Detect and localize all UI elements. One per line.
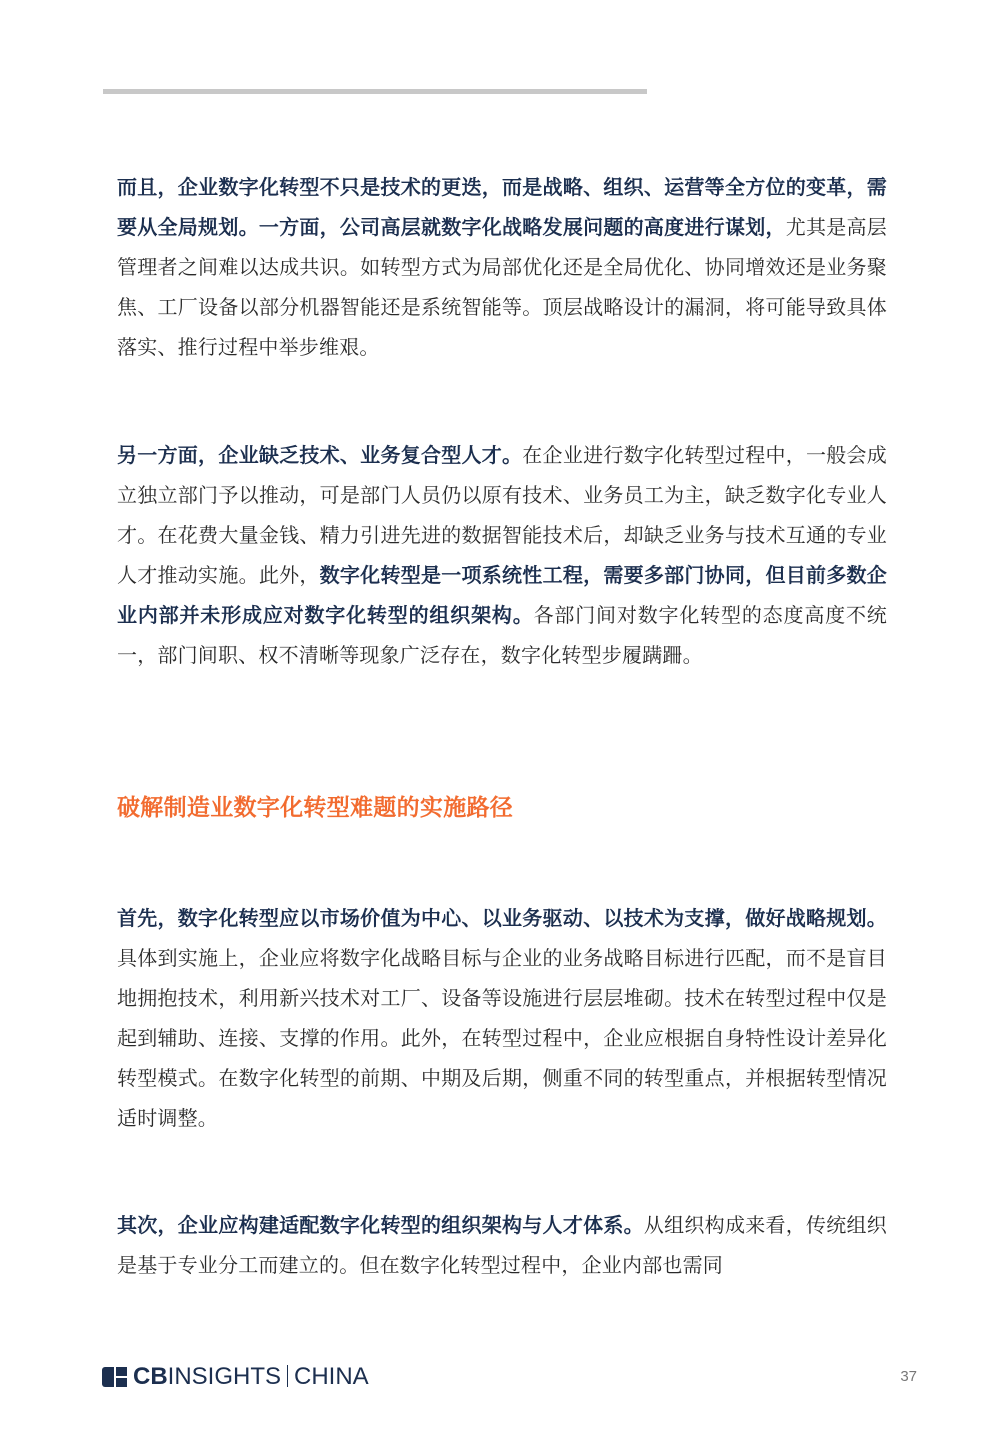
paragraph-2-text-2: 各部门间对数字化转型的态度高度不统一，部门间职、权不清晰等现象广泛存在，数字化转型步履蹒跚。: [117, 603, 888, 667]
paragraph-1: [117, 167, 887, 367]
logo-cb: CB: [133, 1363, 168, 1390]
cbinsights-logo-icon: [102, 1367, 127, 1387]
paragraph-2: [117, 435, 887, 675]
paragraph-4: [117, 1205, 887, 1285]
logo-wordmark: [133, 1363, 369, 1391]
top-divider-rule: [103, 89, 647, 94]
paragraph-2-text: 在企业进行数字化转型过程中，一般会成立独立部门予以推动，可是部门人员仍以原有技术、业务员工为主，缺乏数字化专业人才。在花费大量金钱、精力引进先进的数据智能技术后，却缺乏业务与技术互通的专业人才推动实施。此外，: [117, 443, 887, 587]
logo-insights: INSIGHTS: [167, 1363, 282, 1390]
cbinsights-china-logo: [102, 1364, 369, 1390]
paragraph-1-bold: 而且，企业数字化转型不只是技术的更迭，而是战略、组织、运营等全方位的变革，需要从全局规划。一方面，公司高层就数字化战略发展问题的高度进行谋划，: [117, 175, 887, 239]
paragraph-2-bold: 另一方面，企业缺乏技术、业务复合型人才。: [117, 443, 523, 467]
paragraph-2-bold-2: 数字化转型是一项系统性工程，需要多部门协同，但目前多数企业内部并未形成应对数字化转型的组织架构。: [117, 563, 888, 627]
paragraph-3: [117, 898, 887, 1138]
paragraph-1-text: 尤其是高层管理者之间难以达成共识。如转型方式为局部优化还是全局优化、协同增效还是业务聚焦、工厂设备以部分机器智能还是系统智能等。顶层战略设计的漏洞，将可能导致具体落实、推行过程中举步维艰。: [117, 215, 887, 359]
paragraph-4-text: 从组织构成来看，传统组织是基于专业分工而建立的。但在数字化转型过程中，企业内部也需同: [117, 1213, 888, 1277]
section-heading: 破解制造业数字化转型难题的实施路径: [117, 795, 514, 821]
paragraph-3-bold: 首先，数字化转型应以市场价值为中心、以业务驱动、以技术为支撑，做好战略规划。: [117, 906, 887, 930]
paragraph-3-text: 具体到实施上，企业应将数字化战略目标与企业的业务战略目标进行匹配，而不是盲目地拥抱技术，利用新兴技术对工厂、设备等设施进行层层堆砌。技术在转型过程中仅是起到辅助、连接、支撑的作用。此外，在转型过程中，企业应根据自身特性设计差异化转型模式。在数字化转型的前期、中期及后期，侧重不同的转型重点，并根据转型情况适时调整。: [117, 946, 887, 1130]
paragraph-4-bold: 其次，企业应构建适配数字化转型的组织架构与人才体系。: [117, 1213, 644, 1237]
logo-separator: [287, 1365, 288, 1387]
logo-china: CHINA: [294, 1363, 369, 1390]
page-number: 37: [900, 1368, 917, 1385]
